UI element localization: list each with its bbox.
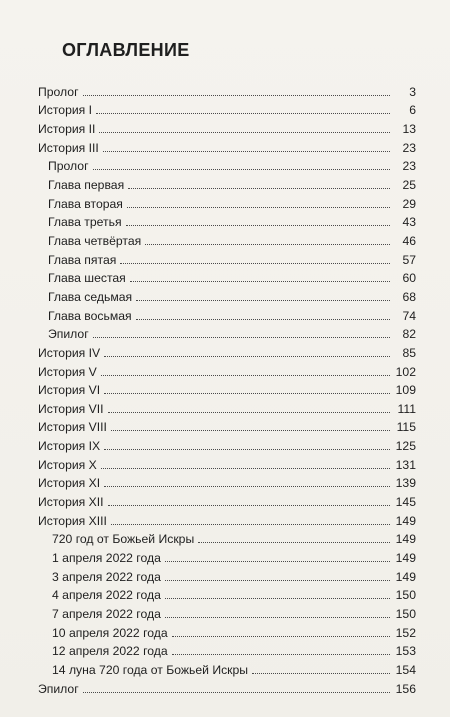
toc-entry — [38, 509, 416, 528]
toc-entry-title: 12 апреля 2022 года — [52, 644, 168, 659]
toc-entry-title: Глава третья — [48, 215, 122, 230]
toc-entry — [38, 323, 416, 342]
toc-entry — [38, 285, 416, 304]
toc-entry — [38, 546, 416, 565]
dot-leader — [104, 449, 390, 450]
toc-entry-title: 720 год от Божьей Искры — [52, 532, 195, 547]
dot-leader — [172, 654, 390, 655]
dot-leader — [104, 356, 390, 357]
toc-entry — [38, 416, 416, 435]
toc-entry-title: История IV — [38, 345, 101, 360]
toc-entry — [38, 211, 416, 230]
toc-entry-title: История I — [38, 103, 93, 118]
toc-entry-page-number: 149 — [395, 569, 416, 584]
toc-entry-title: История XIII — [38, 513, 107, 528]
dot-leader — [93, 169, 390, 170]
dot-leader — [165, 580, 390, 581]
dot-leader — [83, 692, 390, 693]
toc-entry — [38, 658, 416, 677]
toc-entry — [38, 360, 416, 379]
toc-entry-page-number: 149 — [395, 532, 416, 547]
dot-leader — [136, 319, 390, 320]
dot-leader — [136, 300, 390, 301]
toc-entry-page-number: 149 — [395, 551, 416, 566]
toc-entry-page-number: 111 — [397, 401, 416, 416]
toc-entry-title: Пролог — [48, 159, 89, 174]
toc-entry-title: 1 апреля 2022 года — [52, 551, 161, 566]
toc-entry-title: Глава первая — [48, 177, 125, 192]
toc-entry — [38, 267, 416, 286]
toc-entry — [38, 379, 416, 398]
toc-entry-title: 14 луна 720 года от Божьей Искры — [52, 663, 249, 677]
toc-entry-title: История II — [38, 121, 96, 136]
toc-entry-page-number: 23 — [402, 140, 416, 155]
toc-entry-page-number: 29 — [402, 196, 416, 211]
page-title: ОГЛАВЛЕНИЕ — [62, 40, 190, 60]
toc-entry-title: 3 апреля 2022 года — [52, 569, 161, 584]
toc-entry-title: История X — [38, 457, 97, 472]
dot-leader — [108, 505, 390, 506]
toc-entry-page-number: 82 — [402, 327, 416, 342]
toc-entry — [38, 155, 416, 174]
dot-leader — [101, 375, 390, 376]
dot-leader — [165, 598, 390, 599]
toc-entry-page-number: 139 — [395, 476, 416, 491]
dot-leader — [103, 151, 390, 152]
toc-entry — [38, 565, 416, 584]
toc-entry-title: Глава седьмая — [48, 289, 133, 304]
dot-leader — [111, 430, 390, 431]
toc-entry — [38, 229, 416, 248]
toc-entry-title: Глава пятая — [48, 252, 117, 267]
toc-entry — [38, 472, 416, 491]
toc-entry-title: Глава вторая — [48, 196, 123, 211]
toc-entry-page-number: 150 — [395, 607, 416, 622]
toc-entry — [38, 173, 416, 192]
toc-entry — [38, 602, 416, 621]
dot-leader — [252, 673, 390, 674]
toc-entry-title: История VI — [38, 383, 101, 398]
toc-entry — [38, 99, 416, 118]
toc-entry — [38, 80, 416, 99]
dot-leader — [111, 524, 390, 525]
dot-leader — [96, 113, 390, 114]
toc-entry-page-number: 3 — [409, 84, 416, 99]
toc-entry — [38, 136, 416, 155]
toc-entry-page-number: 125 — [395, 439, 416, 454]
toc-entry-page-number: 102 — [395, 364, 416, 379]
dot-leader — [101, 468, 390, 469]
toc-entry-page-number: 43 — [402, 215, 416, 230]
toc-entry-title: История III — [38, 140, 99, 155]
toc-entry-page-number: 156 — [395, 681, 416, 696]
toc-entry-page-number: 25 — [402, 177, 416, 192]
dot-leader — [120, 263, 390, 264]
toc-entry-page-number: 57 — [402, 252, 416, 267]
toc-entry-page-number: 150 — [395, 588, 416, 603]
toc-entry-title: История V — [38, 364, 97, 379]
toc-entry-title: Пролог — [38, 84, 79, 99]
dot-leader — [165, 617, 390, 618]
toc-entry-page-number: 145 — [395, 495, 416, 510]
toc-entry — [38, 248, 416, 267]
toc-entry-page-number: 6 — [409, 103, 416, 118]
toc-entry — [38, 490, 416, 509]
toc-entry — [38, 621, 416, 640]
toc-entry — [38, 192, 416, 211]
toc-entry-page-number: 152 — [395, 625, 416, 640]
toc-entry-title: Глава шестая — [48, 271, 126, 286]
dot-leader — [126, 225, 390, 226]
toc-entry-title: История VIII — [38, 420, 107, 435]
toc-entry — [38, 640, 416, 659]
toc-entry — [38, 397, 416, 416]
toc-entry-title: История IX — [38, 439, 101, 454]
toc-entry-page-number: 85 — [402, 345, 416, 360]
toc-entry-title: История XII — [38, 495, 104, 510]
toc-entry-page-number: 60 — [402, 271, 416, 286]
toc-entry — [38, 434, 416, 453]
toc-entry-title: Эпилог — [38, 681, 79, 696]
toc-entry-title: Глава четвёртая — [48, 233, 142, 248]
toc-entry-title: История VII — [38, 401, 104, 416]
toc-entry-title: 10 апреля 2022 года — [52, 625, 168, 640]
toc-entry-title: Эпилог — [48, 327, 89, 342]
dot-leader — [128, 188, 390, 189]
toc-entry-page-number: 154 — [395, 663, 416, 677]
dot-leader — [165, 561, 390, 562]
dot-leader — [83, 95, 390, 96]
toc-entry — [38, 453, 416, 472]
toc-entry-title: 7 апреля 2022 года — [52, 607, 161, 622]
dot-leader — [99, 132, 390, 133]
toc-entry-page-number: 115 — [396, 420, 416, 435]
dot-leader — [145, 244, 390, 245]
dot-leader — [104, 486, 390, 487]
toc-entry-page-number: 153 — [395, 644, 416, 659]
dot-leader — [198, 542, 390, 543]
dot-leader — [127, 207, 390, 208]
toc-entry — [38, 117, 416, 136]
dot-leader — [104, 393, 390, 394]
dot-leader — [108, 412, 390, 413]
toc-entry — [38, 584, 416, 603]
dot-leader — [130, 281, 390, 282]
toc-entry — [38, 528, 416, 547]
toc-entry-title: История XI — [38, 476, 101, 491]
toc-entry-page-number: 46 — [402, 233, 416, 248]
toc-entry — [38, 677, 416, 696]
table-of-contents — [38, 80, 416, 696]
toc-entry-page-number: 74 — [402, 308, 416, 323]
dot-leader — [93, 337, 390, 338]
toc-entry — [38, 341, 416, 360]
toc-entry-page-number: 109 — [395, 383, 416, 398]
toc-entry — [38, 304, 416, 323]
dot-leader — [172, 636, 390, 637]
toc-entry-page-number: 23 — [402, 159, 416, 174]
toc-entry-page-number: 131 — [395, 457, 416, 472]
toc-entry-title: 4 апреля 2022 года — [52, 588, 161, 603]
toc-entry-page-number: 68 — [402, 289, 416, 304]
toc-entry-title: Глава восьмая — [48, 308, 132, 323]
toc-entry-page-number: 13 — [402, 121, 416, 136]
toc-entry-page-number: 149 — [395, 513, 416, 528]
